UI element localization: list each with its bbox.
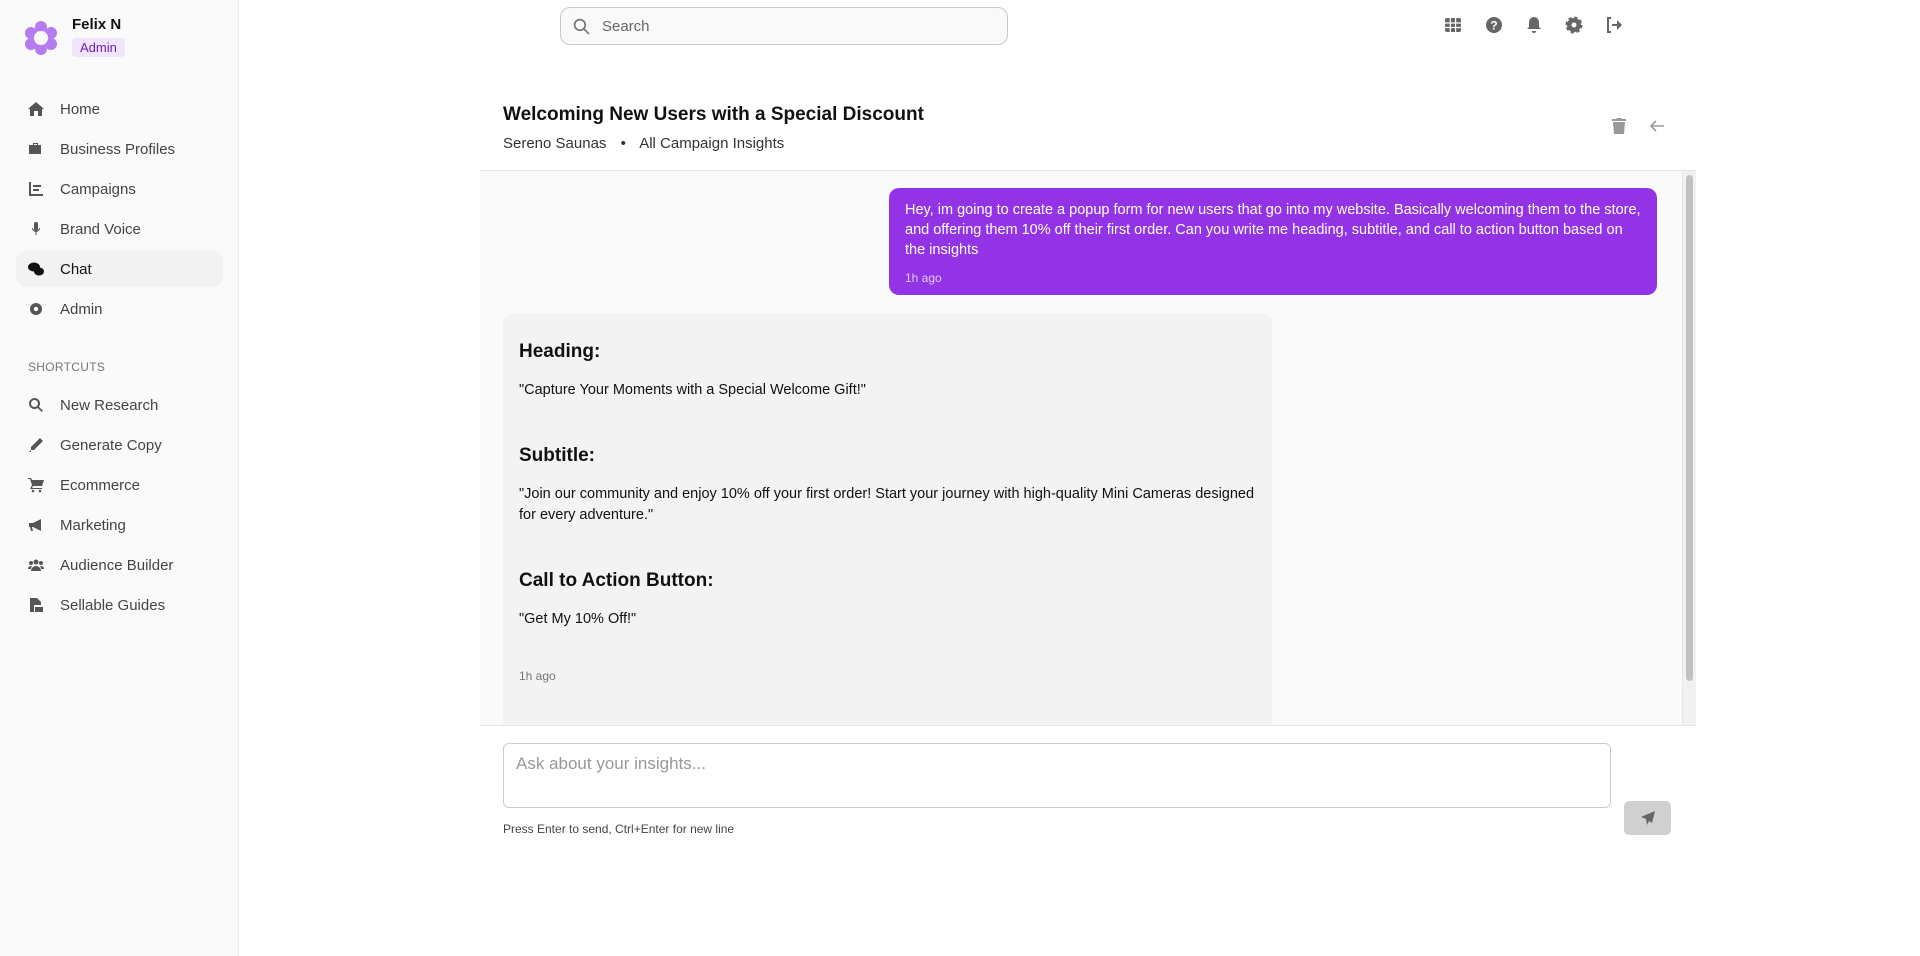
shortcuts-heading: SHORTCUTS bbox=[28, 360, 106, 374]
section-heading: Subtitle: bbox=[519, 445, 595, 466]
campaign-insights-link[interactable]: All Campaign Insights bbox=[639, 135, 785, 152]
search-icon bbox=[28, 397, 44, 413]
microphone-icon bbox=[28, 221, 44, 237]
gear-icon bbox=[28, 301, 44, 317]
settings-icon[interactable] bbox=[1564, 15, 1584, 35]
nav-label: Audience Builder bbox=[60, 556, 174, 574]
logout-icon[interactable] bbox=[1604, 15, 1624, 35]
breadcrumb bbox=[503, 135, 784, 152]
bell-icon[interactable] bbox=[1524, 15, 1544, 35]
message-time: 1h ago bbox=[905, 271, 942, 285]
nav-label: Home bbox=[60, 100, 101, 118]
search-input[interactable] bbox=[560, 7, 1008, 45]
send-icon bbox=[1640, 810, 1656, 826]
grid-icon[interactable] bbox=[1443, 15, 1463, 35]
nav-label: New Research bbox=[60, 396, 159, 414]
message-text: Hey, im going to create a popup form for new users that go into my website. Basically welcoming them to the store, and offering them 10% off their first order. Can you write me heading, subtitle, and call to action button based on the insights bbox=[905, 202, 1641, 258]
megaphone-icon bbox=[28, 517, 44, 533]
shortcut-new-research[interactable] bbox=[16, 387, 223, 423]
nav-admin[interactable] bbox=[16, 291, 223, 327]
search-icon bbox=[573, 18, 590, 35]
pdf-file-icon bbox=[28, 597, 44, 613]
nav-label: Admin bbox=[60, 300, 103, 318]
users-icon bbox=[28, 557, 44, 573]
nav-brand-voice[interactable] bbox=[16, 211, 223, 247]
help-icon[interactable] bbox=[1484, 15, 1504, 35]
shortcut-marketing[interactable] bbox=[16, 507, 223, 543]
sidebar bbox=[0, 0, 239, 956]
business-name: Sereno Saunas bbox=[503, 135, 607, 152]
input-placeholder: Ask about your insights... bbox=[516, 754, 706, 773]
nav-label: Marketing bbox=[60, 516, 126, 534]
section-text: "Join our community and enjoy 10% off your first order! Start your journey with high-quality Mini Cameras designed for every adventure." bbox=[519, 486, 1255, 523]
nav-label: Generate Copy bbox=[60, 436, 162, 454]
shortcut-sellable-guides[interactable] bbox=[16, 587, 223, 623]
trash-icon[interactable] bbox=[1611, 117, 1627, 135]
assistant-message bbox=[503, 313, 1272, 726]
nav-label: Ecommerce bbox=[60, 476, 141, 494]
chat-icon bbox=[28, 261, 44, 277]
user-name: Felix N bbox=[72, 16, 122, 33]
pencil-icon bbox=[28, 437, 44, 453]
back-arrow-icon[interactable] bbox=[1648, 117, 1666, 135]
chart-icon bbox=[28, 181, 44, 197]
page-title: Welcoming New Users with a Special Discount bbox=[503, 104, 924, 125]
nav-label: Business Profiles bbox=[60, 140, 176, 158]
home-icon bbox=[28, 101, 44, 117]
input-hint: Press Enter to send, Ctrl+Enter for new line bbox=[503, 822, 735, 836]
message-input[interactable] bbox=[503, 743, 1611, 808]
nav-label: Campaigns bbox=[60, 180, 136, 198]
briefcase-icon bbox=[28, 141, 44, 157]
nav-label: Chat bbox=[60, 260, 92, 278]
shortcut-generate-copy[interactable] bbox=[16, 427, 223, 463]
nav-chat[interactable] bbox=[16, 251, 223, 287]
chat-messages[interactable] bbox=[480, 170, 1696, 726]
svg-text:?: ? bbox=[1490, 18, 1498, 33]
separator: • bbox=[620, 135, 626, 152]
section-heading: Call to Action Button: bbox=[519, 570, 714, 591]
cart-icon bbox=[28, 477, 44, 493]
section-text: "Get My 10% Off!" bbox=[519, 611, 637, 627]
scrollbar[interactable] bbox=[1682, 171, 1696, 725]
role-badge: Admin bbox=[72, 38, 125, 57]
logo-icon bbox=[24, 21, 58, 55]
message-time: 1h ago bbox=[519, 669, 556, 683]
nav-business-profiles[interactable] bbox=[16, 131, 223, 167]
section-heading: Heading: bbox=[519, 341, 601, 362]
nav-label: Brand Voice bbox=[60, 220, 141, 238]
search-placeholder: Search bbox=[602, 17, 650, 35]
send-button[interactable] bbox=[1624, 801, 1671, 835]
shortcut-audience-builder[interactable] bbox=[16, 547, 223, 583]
nav-label: Sellable Guides bbox=[60, 596, 166, 614]
scrollbar-thumb[interactable] bbox=[1686, 175, 1693, 681]
section-text: "Capture Your Moments with a Special Welcome Gift!" bbox=[519, 382, 866, 398]
shortcut-ecommerce[interactable] bbox=[16, 467, 223, 503]
user-message bbox=[889, 188, 1657, 295]
nav-campaigns[interactable] bbox=[16, 171, 223, 207]
nav-home[interactable] bbox=[16, 91, 223, 127]
